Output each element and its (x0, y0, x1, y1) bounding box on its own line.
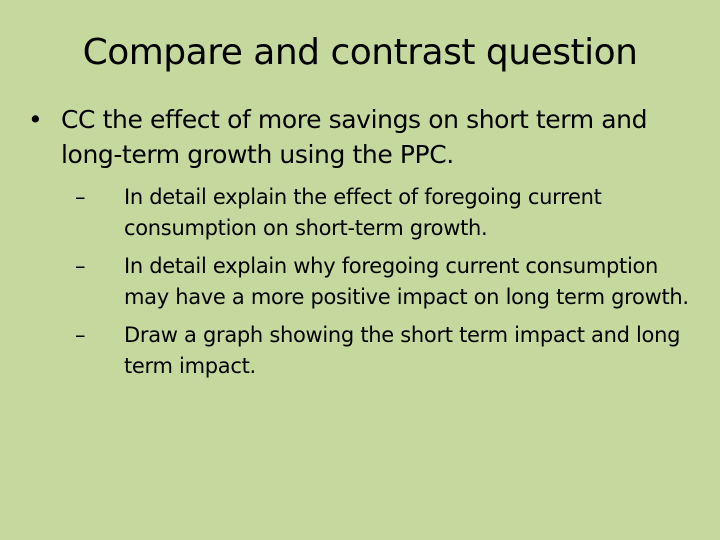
bullet-marker: • (28, 105, 43, 134)
bullet-item (28, 102, 698, 382)
dash-marker: – (75, 254, 86, 278)
sub-bullet-text: In detail explain why foregoing current consumption may have a more positive impact on long term growth. (124, 254, 689, 309)
dash-marker: – (75, 323, 86, 347)
sub-bullet-item (75, 182, 698, 244)
bullet-text: CC the effect of more savings on short term and long-term growth using the PPC. (61, 105, 648, 169)
dash-marker: – (75, 185, 86, 209)
sub-bullet-item (75, 320, 698, 382)
slide-title: Compare and contrast question (82, 32, 638, 73)
bullet-list (28, 102, 698, 389)
sub-bullet-list (75, 182, 698, 382)
sub-bullet-item (75, 251, 698, 313)
sub-bullet-text: In detail explain the effect of foregoing current consumption on short-term growth. (124, 185, 602, 240)
sub-bullet-text: Draw a graph showing the short term impact and long term impact. (124, 323, 681, 378)
